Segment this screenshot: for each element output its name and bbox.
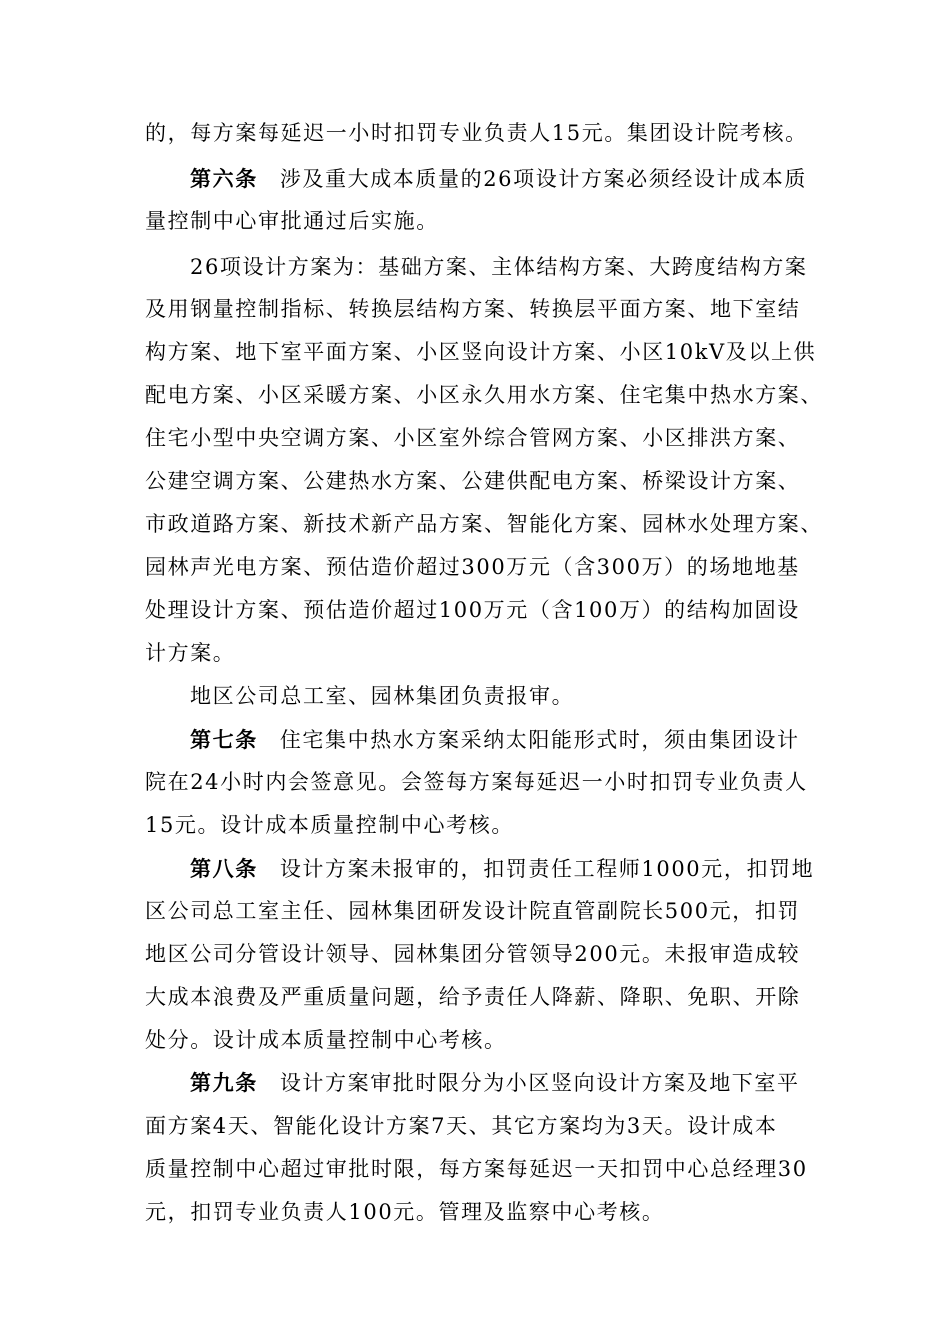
article-6-line	[190, 165, 807, 193]
text-line: 院在24小时内会签意见。会签每方案每延迟一小时扣罚专业负责人	[145, 770, 808, 794]
text-line: 处理设计方案、预估造价超过100万元（含100万）的结构加固设	[145, 598, 800, 622]
article-text: 住宅集中热水方案采纳太阳能形式时，须由集团设计	[279, 728, 800, 752]
text-line: 住宅小型中央空调方案、小区室外综合管网方案、小区排洪方案、	[145, 426, 801, 450]
article-8-line	[190, 855, 814, 883]
article-text: 设计方案未报审的，扣罚责任工程师1000元，扣罚地	[279, 857, 815, 881]
text-line: 大成本浪费及严重质量问题，给予责任人降薪、降职、免职、开除	[145, 985, 801, 1009]
text-line: 公建空调方案、公建热水方案、公建供配电方案、桥梁设计方案、	[145, 469, 801, 493]
article-heading: 第八条	[190, 856, 258, 881]
text-line: 构方案、地下室平面方案、小区竖向设计方案、小区10kV及以上供	[145, 340, 817, 364]
text-line: 面方案4天、智能化设计方案7天、其它方案均为3天。设计成本	[145, 1114, 778, 1138]
article-text: 设计方案审批时限分为小区竖向设计方案及地下室平	[279, 1071, 800, 1095]
text-line: 园林声光电方案、预估造价超过300万元（含300万）的场地地基	[145, 555, 800, 579]
text-line: 及用钢量控制指标、转换层结构方案、转换层平面方案、地下室结	[145, 297, 801, 321]
text-line: 质量控制中心超过审批时限，每方案每延迟一天扣罚中心总经理30	[145, 1157, 808, 1181]
text-line: 26项设计方案为：基础方案、主体结构方案、大跨度结构方案	[190, 255, 808, 279]
text-line: 区公司总工室主任、园林集团研发设计院直管副院长500元，扣罚	[145, 899, 801, 923]
text-line: 15元。设计成本质量控制中心考核。	[145, 813, 514, 837]
article-heading: 第九条	[190, 1070, 258, 1095]
text-line: 市政道路方案、新技术新产品方案、智能化方案、园林水处理方案、	[145, 512, 823, 536]
text-line: 地区公司总工室、园林集团负责报审。	[190, 684, 575, 708]
text-line: 量控制中心审批通过后实施。	[145, 209, 439, 233]
article-9-line	[190, 1069, 800, 1097]
text-line: 计方案。	[145, 641, 236, 665]
article-text: 涉及重大成本质量的26项设计方案必须经设计成本质	[279, 167, 807, 191]
article-heading: 第六条	[190, 166, 258, 191]
article-heading: 第七条	[190, 727, 258, 752]
text-line: 地区公司分管设计领导、园林集团分管领导200元。未报审造成较	[145, 942, 801, 966]
text-line: 配电方案、小区采暖方案、小区永久用水方案、住宅集中热水方案、	[145, 383, 823, 407]
article-7-line	[190, 726, 800, 754]
text-line: 元，扣罚专业负责人100元。管理及监察中心考核。	[145, 1200, 665, 1224]
text-line: 的，每方案每延迟一小时扣罚专业负责人15元。集团设计院考核。	[145, 121, 808, 145]
text-line: 处分。设计成本质量控制中心考核。	[145, 1028, 507, 1052]
